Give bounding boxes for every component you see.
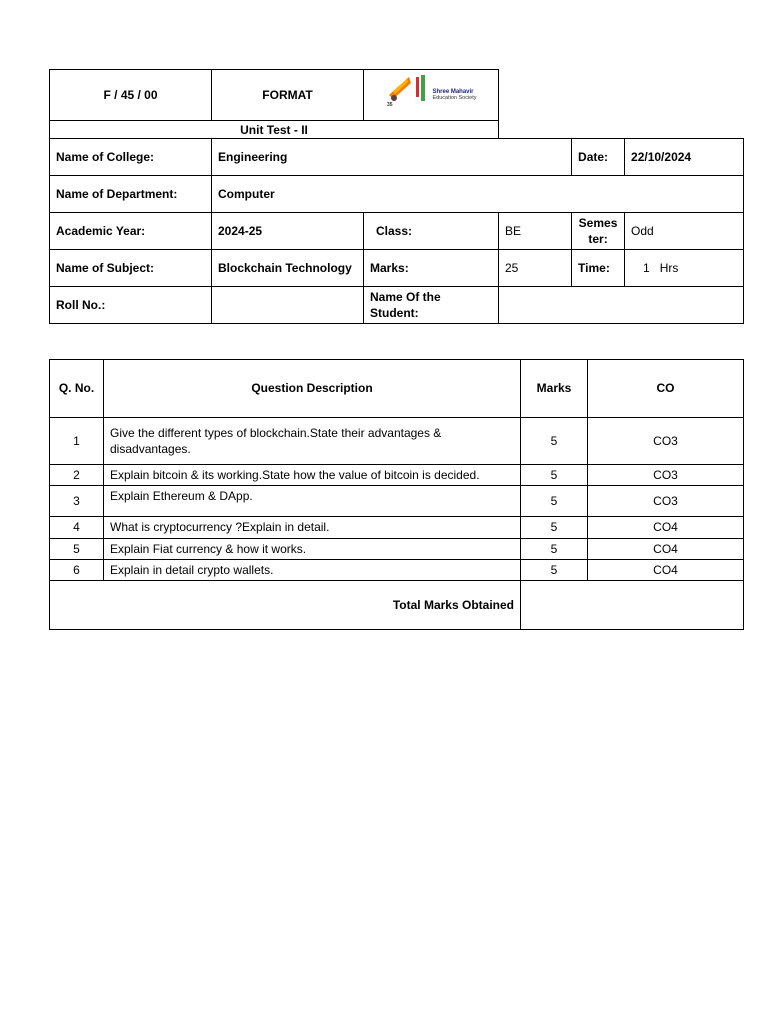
institution-logo-icon [385,73,429,117]
question-marks: 5 [521,486,588,517]
question-text: Explain Ethereum & DApp. [104,486,521,517]
question-marks: 5 [521,465,588,486]
question-number: 3 [50,486,104,517]
roll-label: Roll No.: [50,287,212,324]
format-label: FORMAT [212,70,364,120]
question-co: CO4 [588,517,744,539]
college-label: Name of College: [50,139,212,176]
subject-label: Name of Subject: [50,250,212,287]
student-label: Name Of the Student: [364,287,499,324]
svg-text:35: 35 [387,102,394,108]
question-co: CO4 [588,560,744,581]
info-table [49,138,744,324]
question-co: CO3 [588,465,744,486]
logo-caption [432,89,476,102]
total-marks-value[interactable] [521,581,744,630]
question-text: What is cryptocurrency ?Explain in detail. [104,517,521,539]
total-marks-label: Total Marks Obtained [50,581,521,630]
header-description: Question Description [104,360,521,418]
marks-value: 25 [499,250,572,287]
question-number: 2 [50,465,104,486]
subject-value: Blockchain Technology [212,250,364,287]
table-row [50,560,744,581]
year-value: 2024-25 [212,213,364,250]
logo-cell [364,70,498,120]
class-value: BE [499,213,572,250]
date-value: 22/10/2024 [625,139,744,176]
question-marks: 5 [521,418,588,465]
year-row [50,213,744,250]
question-number: 4 [50,517,104,539]
question-number: 6 [50,560,104,581]
roll-row [50,287,744,324]
institution-logo [385,73,476,117]
time-label: Time: [572,250,625,287]
question-co: CO4 [588,539,744,560]
time-value: 1 Hrs [625,250,744,287]
department-row [50,176,744,213]
table-row [50,418,744,465]
table-row [50,517,744,539]
question-text: Explain Fiat currency & how it works. [104,539,521,560]
question-text: Explain in detail crypto wallets. [104,560,521,581]
semester-label: Semes ter: [572,213,625,250]
question-text: Explain bitcoin & its working.State how the value of bitcoin is decided. [104,465,521,486]
date-label: Date: [572,139,625,176]
table-row [50,539,744,560]
header-qno: Q. No. [50,360,104,418]
questions-header-row [50,360,744,418]
question-co: CO3 [588,418,744,465]
logo-text-line2: Education Society [432,95,477,102]
header-co: CO [588,360,744,418]
roll-value[interactable] [212,287,364,324]
header-block [49,69,499,121]
question-marks: 5 [521,560,588,581]
semester-value: Odd [625,213,744,250]
department-value: Computer [212,176,744,213]
table-row [50,486,744,517]
header-marks: Marks [521,360,588,418]
class-label: Class: [364,213,499,250]
subject-row [50,250,744,287]
question-number: 5 [50,539,104,560]
table-row [50,465,744,486]
student-value[interactable] [499,287,744,324]
question-marks: 5 [521,539,588,560]
form-code: F / 45 / 00 [50,70,212,120]
marks-label: Marks: [364,250,499,287]
department-label: Name of Department: [50,176,212,213]
year-label: Academic Year: [50,213,212,250]
logo-text-line1: Shree Mahavir [432,88,474,95]
question-number: 1 [50,418,104,465]
question-co: CO3 [588,486,744,517]
college-value: Engineering [212,139,572,176]
questions-table [49,359,744,630]
college-row [50,139,744,176]
test-title: Unit Test - II [49,121,499,139]
question-text: Give the different types of blockchain.State their advantages & disadvantages. [104,418,521,465]
question-marks: 5 [521,517,588,539]
total-row [50,581,744,630]
